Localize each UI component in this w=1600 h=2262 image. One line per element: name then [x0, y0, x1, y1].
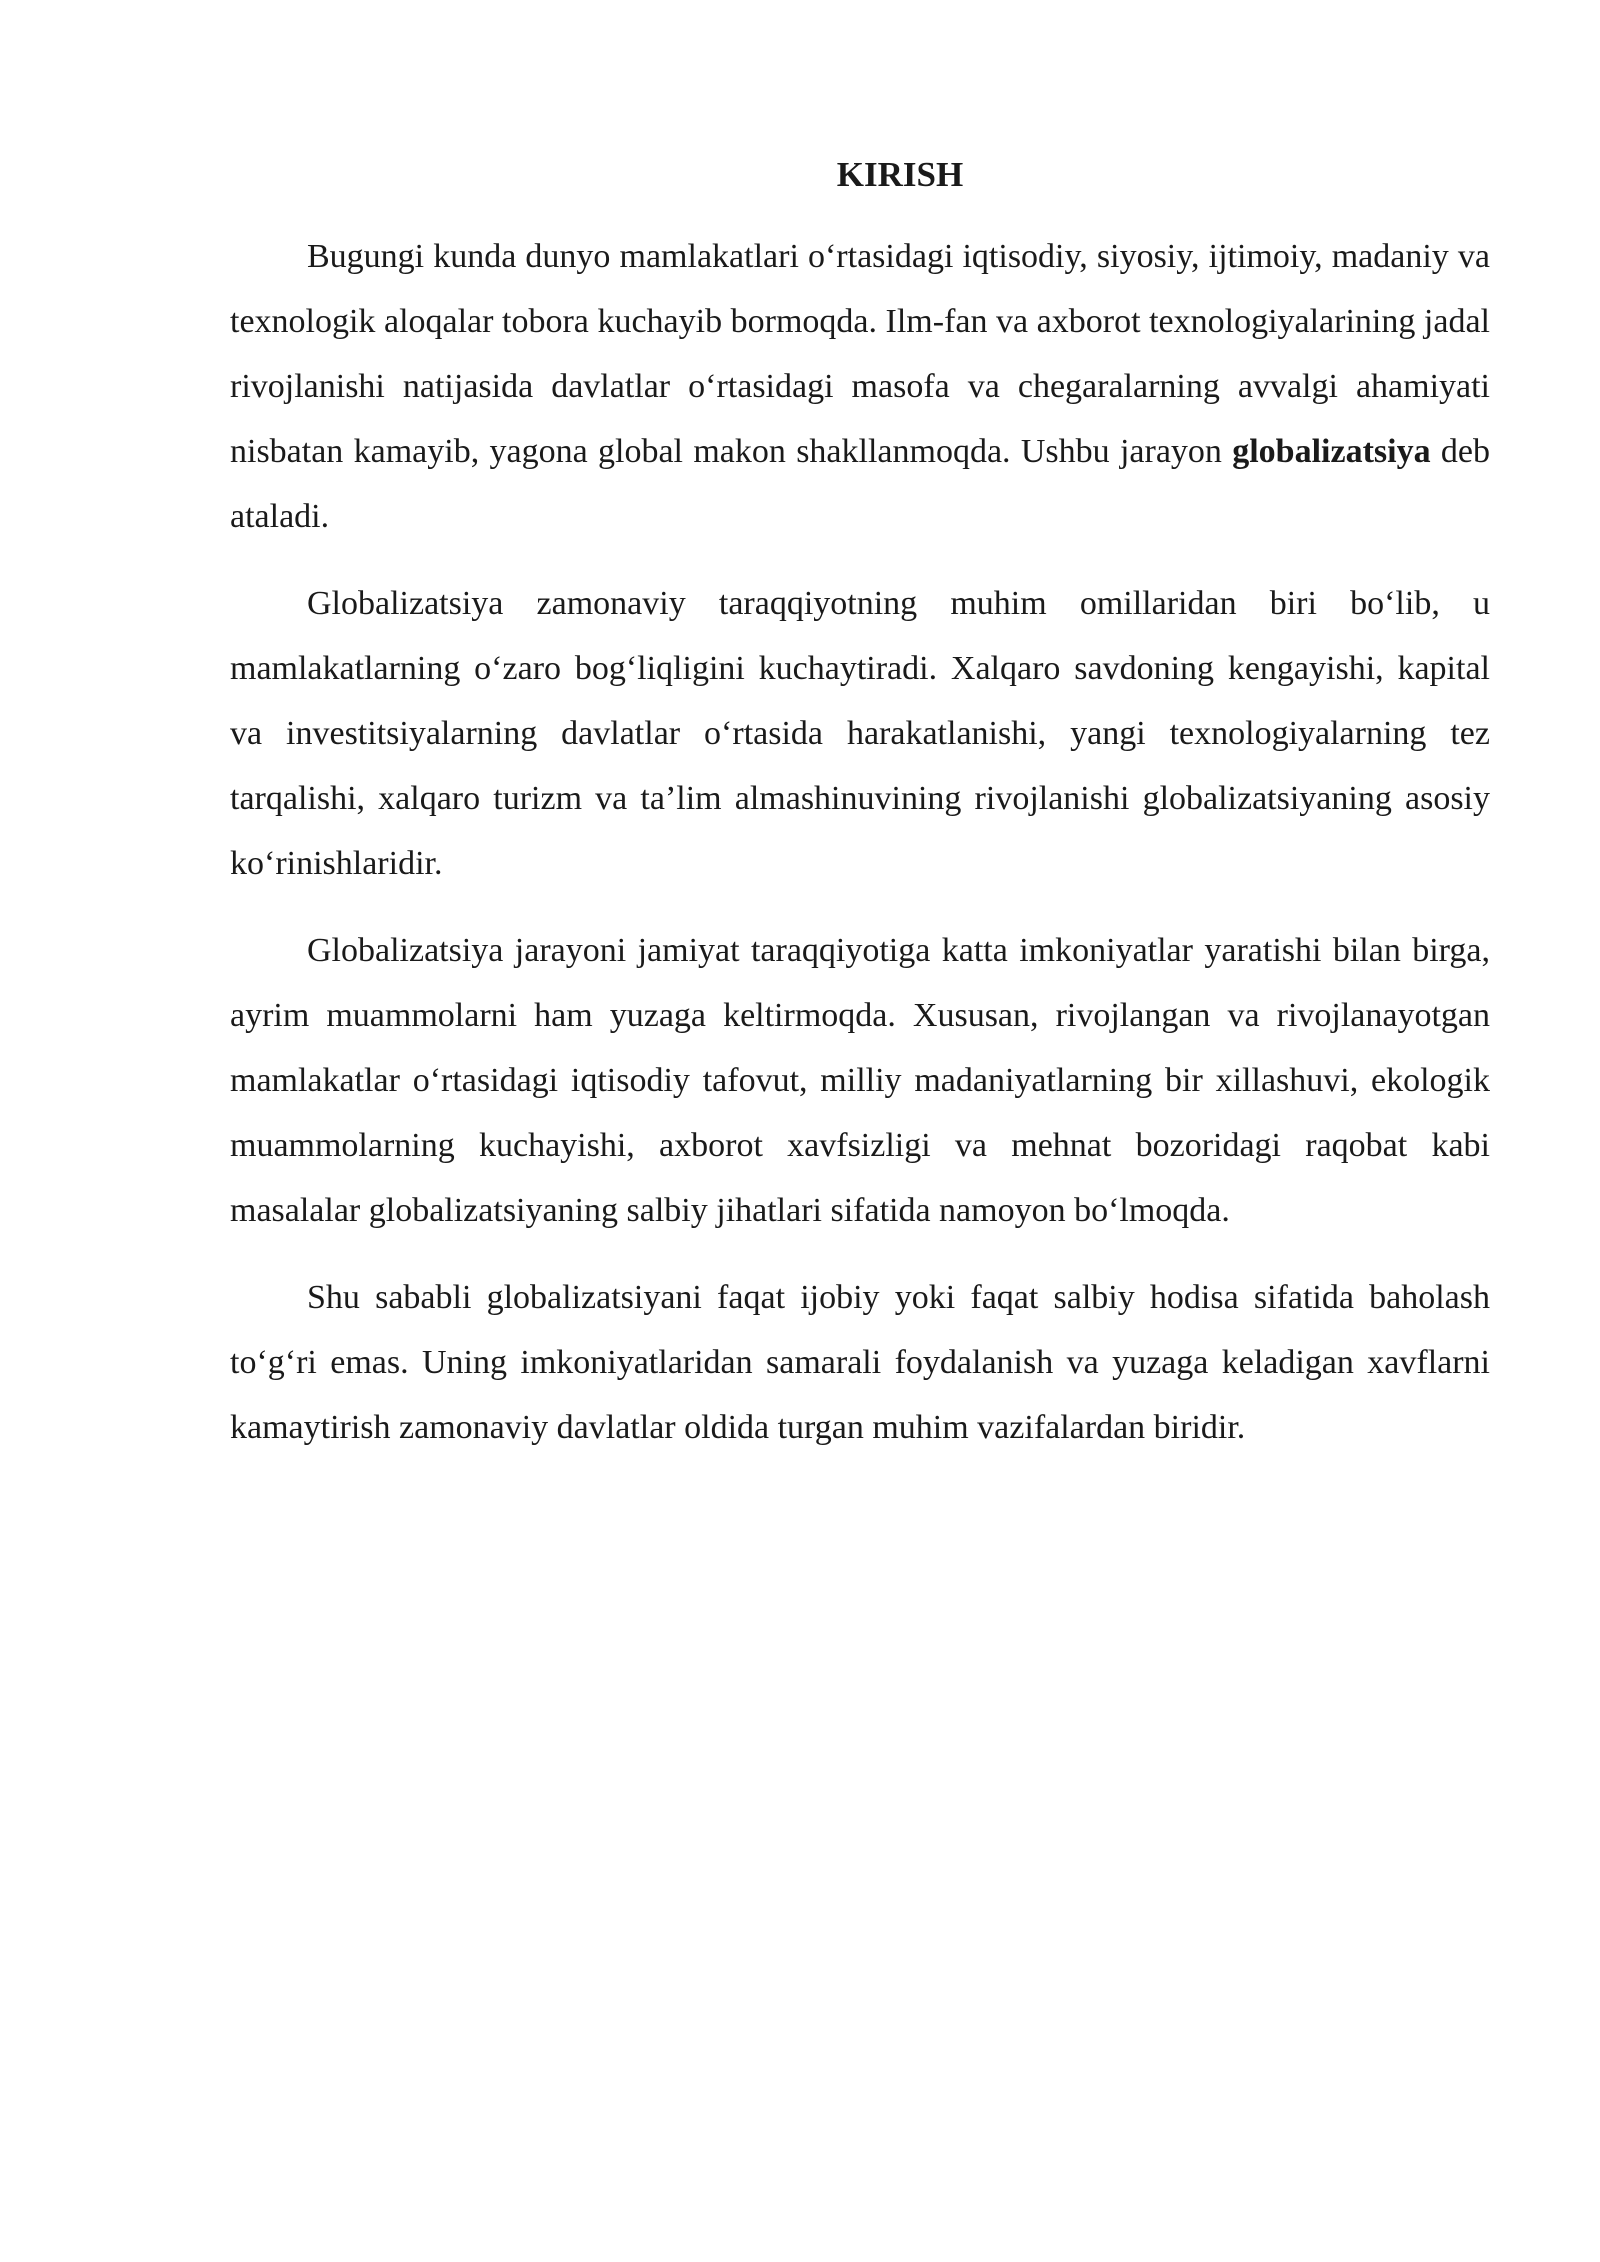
paragraph-3: Globalizatsiya jarayoni jamiyat taraqqiyotiga katta imkoniyatlar yaratishi bilan birga, ayrim muammolarni ham yuzaga keltirmoqda. Xususan, rivojlangan va rivojlanayotgan mamlakatlar o‘rtasidagi iqtisodiy tafovut, milliy madaniyatlarning bir xillashuvi, ekologik muammolarning kuchayishi, axborot xavfsizligi va mehnat bozoridagi raqobat kabi masalalar globalizatsiyaning salbiy jihatlari sifatida namoyon bo‘lmoqda. [230, 932, 1490, 1229]
paragraph-1-bold-term: globalizatsiya [1232, 433, 1431, 470]
page-title: KIRISH [836, 155, 964, 194]
paragraph-4: Shu sababli globalizatsiyani faqat ijobiy yoki faqat salbiy hodisa sifatida baholash to‘g‘ri emas. Uning imkoniyatlaridan samarali foydalanish va yuzaga keladigan xavflarni kamaytirish zamonaviy davlatlar oldida turgan muhim vazifalardan biridir. [230, 1279, 1490, 1446]
paragraph-2: Globalizatsiya zamonaviy taraqqiyotning muhim omillaridan biri bo‘lib, u mamlakatlarning o‘zaro bog‘liqligini kuchaytiradi. Xalqaro savdoning kengayishi, kapital va investitsiyalarning davlatlar o‘rtasida harakatlanishi, yangi texnologiyalarning tez tarqalishi, xalqaro turizm va ta’lim almashinuvining rivojlanishi globalizatsiyaning asosiy ko‘rinishlaridir. [230, 585, 1490, 882]
paragraph-1 [230, 224, 1490, 549]
paragraph-1-text-end: deb ataladi. [230, 433, 1490, 535]
paragraph-1-text-start: Bugungi kunda dunyo mamlakatlari o‘rtasidagi iqtisodiy, siyosiy, ijtimoiy, madaniy va texnologik aloqalar tobora kuchayib bormoqda. Ilm-fan va axborot texnologiyalarining jadal rivojlanishi natijasida davlatlar o‘rtasidagi masofa va chegaralarning avvalgi ahamiyati nisbatan kamayib, yagona global makon shakllanmoqda. Ushbu jarayon [230, 238, 1490, 470]
document-body [230, 148, 1490, 1482]
